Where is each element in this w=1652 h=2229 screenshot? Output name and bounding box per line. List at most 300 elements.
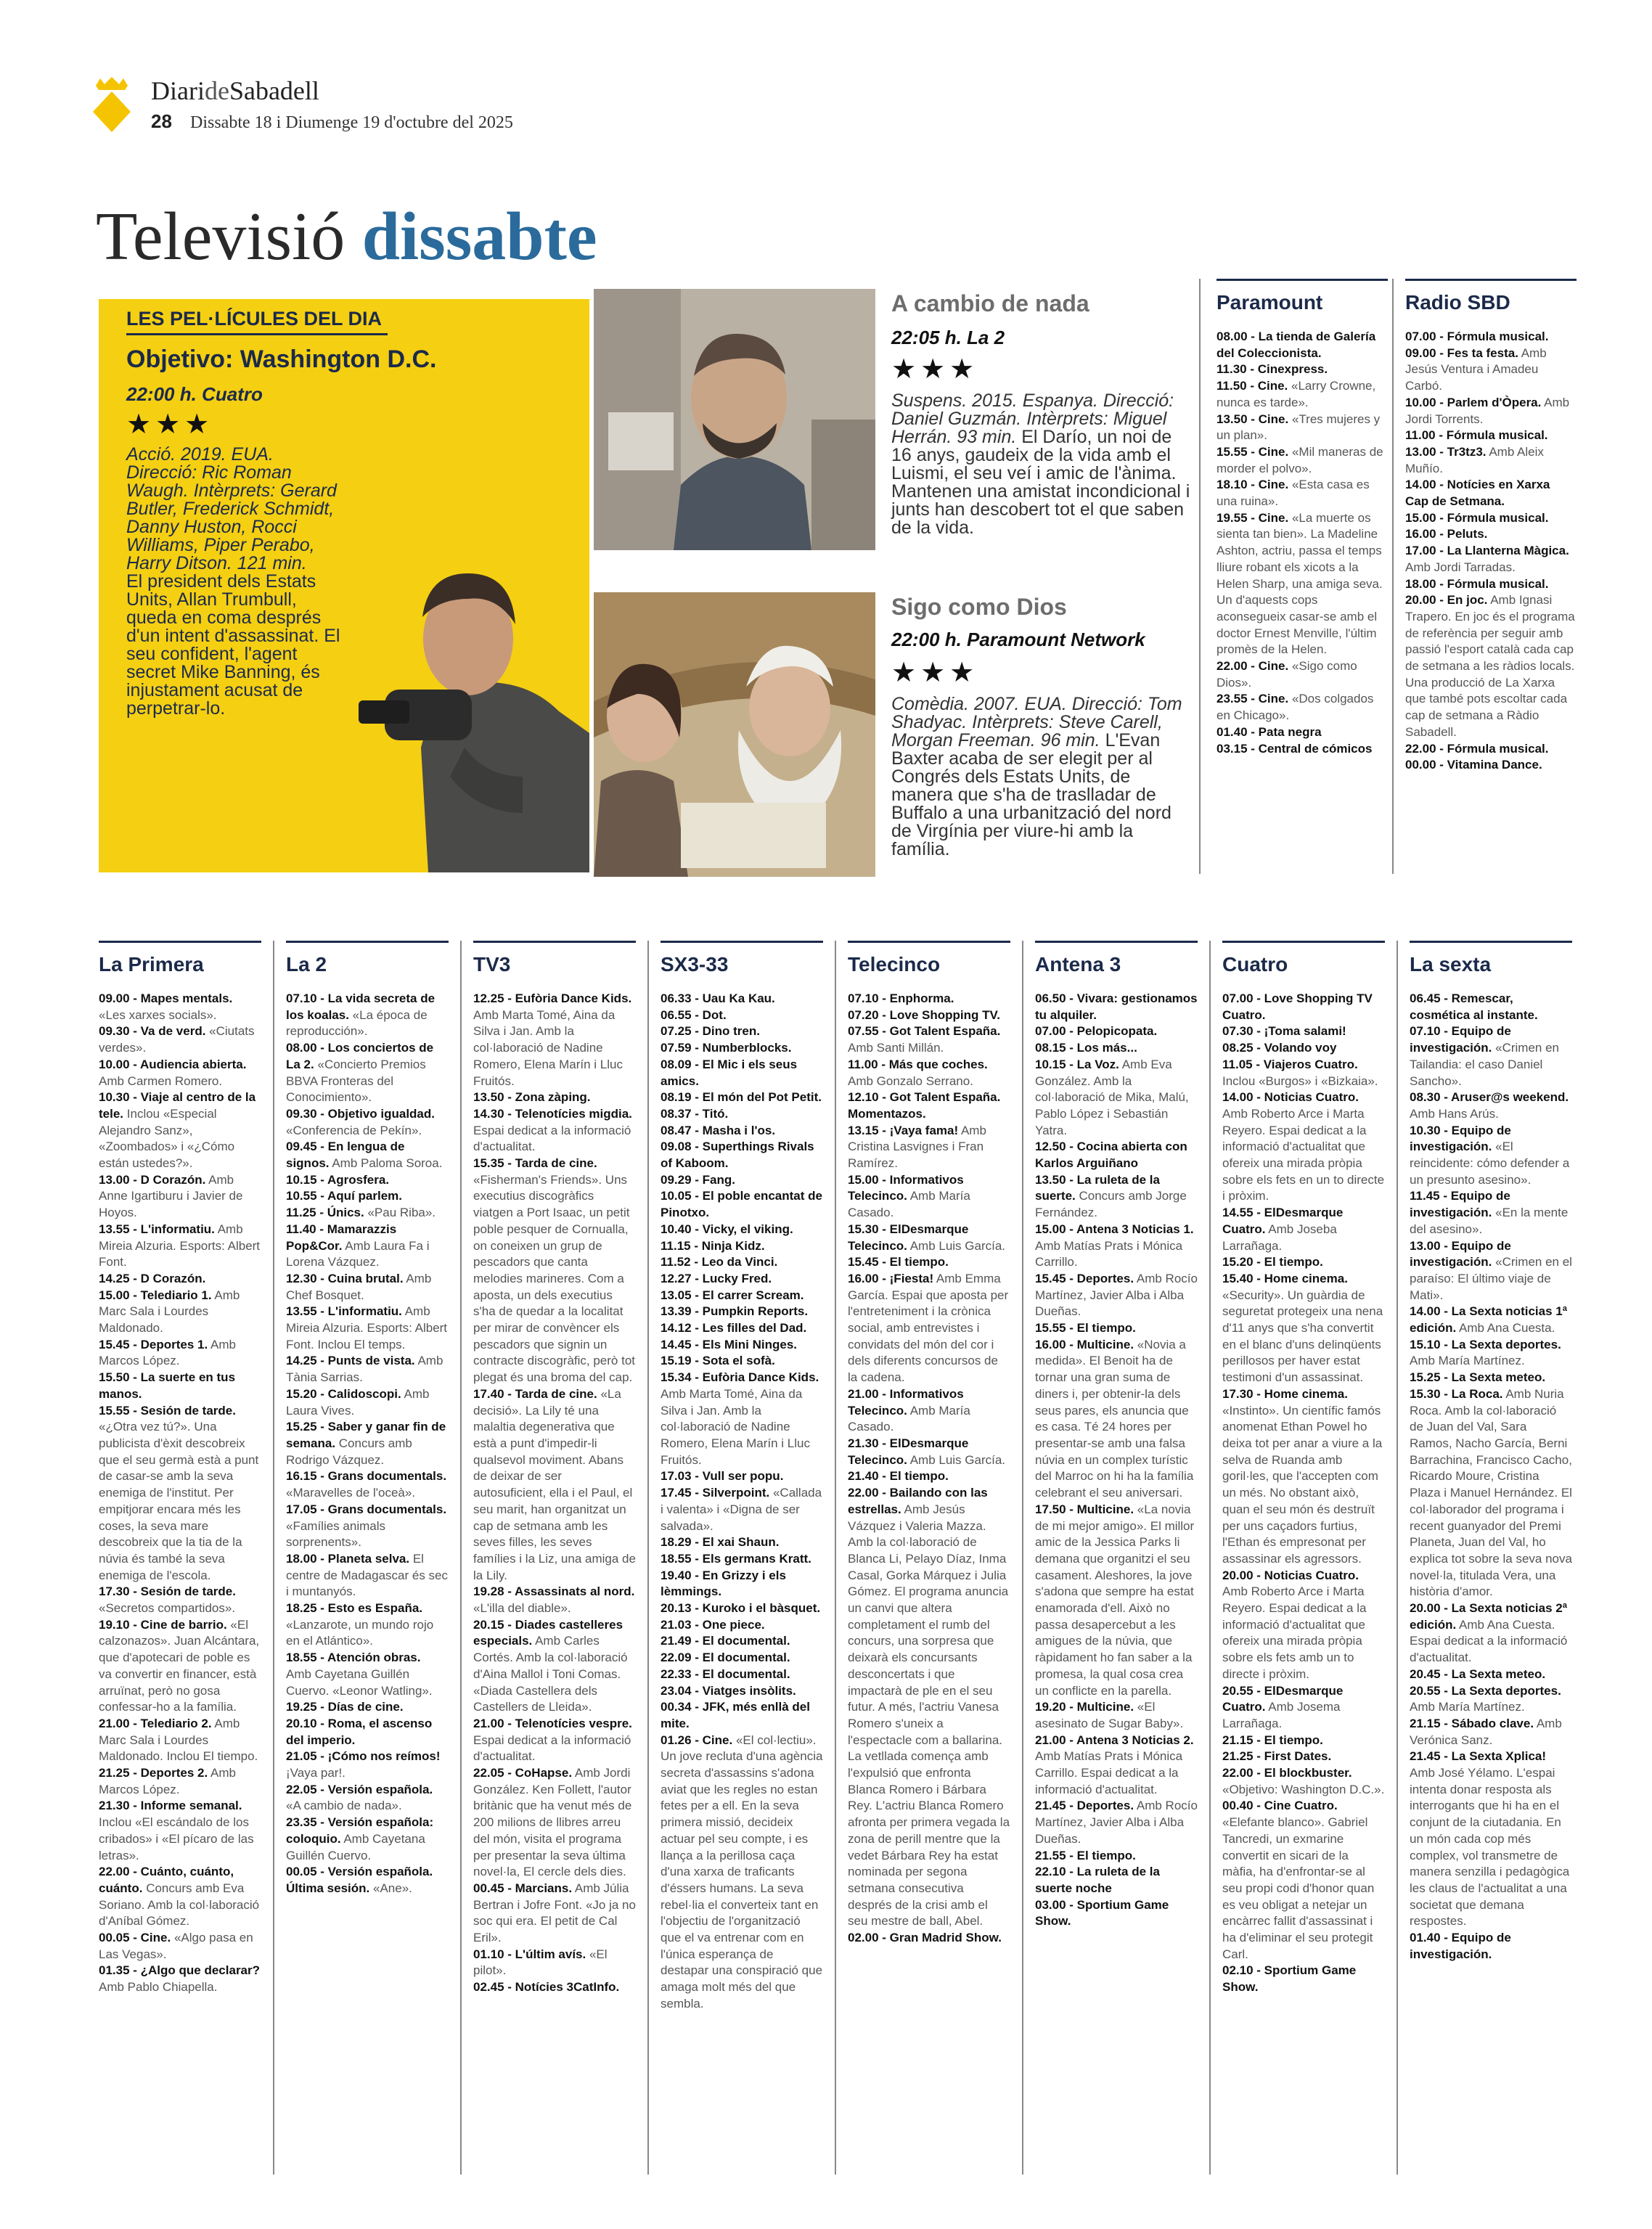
schedule-item <box>1216 658 1388 691</box>
schedule-item <box>848 1089 1010 1122</box>
schedule-item <box>1405 543 1577 576</box>
programme-description: Espai dedicat a la informació d'actualitat. <box>473 1733 631 1764</box>
programme-title: 02.10 - Sportium Game Show. <box>1222 1963 1357 1995</box>
programme-description: «Lanzarote, un mundo rojo en el Atlántico». <box>286 1617 434 1648</box>
programme-description: Amb María Casado. <box>848 1189 970 1220</box>
programme-title: 15.00 - Fórmula musical. <box>1405 510 1549 525</box>
programme-title: 02.45 - Notícies 3CatInfo. <box>473 1980 620 1995</box>
programme-title: 15.55 - Cine. <box>1216 444 1289 459</box>
schedule-item <box>661 1222 823 1238</box>
film-synopsis: El Darío, un noi de 16 anys, gaudeix de la vida amb el Luismi, el seu veí i amic de l'ànima. Mantenen una amistat incondicional i junts han descobert tot el que saben de la vida. <box>891 427 1190 538</box>
programme-title: 12.10 - Got Talent España. Momentazos. <box>848 1090 1001 1121</box>
programme-title: 15.19 - Sota el sofà. <box>661 1354 775 1368</box>
schedule-item <box>473 1584 636 1616</box>
programme-title: 18.25 - Esto es España. <box>286 1601 423 1616</box>
film-rating-stars: ★★★ <box>891 658 979 688</box>
schedule-item <box>1222 1057 1385 1089</box>
schedule-item <box>661 1057 823 1089</box>
schedule-item <box>1405 576 1577 593</box>
schedule-item <box>473 1089 636 1106</box>
programme-description: «Elefante blanco». Gabriel Tancredi, un exmarine convertit en sicari de la màfia, ha d'enfrontar-se al seu propi codi d'honor quan es veu obligat a netejar un encàrrec fallit d'assassinat i ha d'eliminar el seu protegit Carl. <box>1222 1815 1375 1961</box>
schedule-item <box>1035 1040 1198 1057</box>
schedule-item <box>1222 1963 1385 1995</box>
schedule-item <box>848 1057 1010 1089</box>
schedule-item <box>1216 361 1388 378</box>
schedule-item <box>1222 1040 1385 1057</box>
schedule-item <box>1410 1370 1572 1386</box>
schedule-item <box>1405 757 1577 774</box>
programme-description: Amb Carmen Romero. <box>99 1073 223 1088</box>
programme-title: 11.00 - Fórmula musical. <box>1405 428 1548 443</box>
film-synopsis: L'Evan Baxter acaba de ser elegit per al Congrés dels Estats Units, de manera que s'ha de traslladar de Buffalo a una urbanització del nord de Virgínia per viure-hi amb la família. <box>891 730 1171 859</box>
schedule-item <box>1035 1320 1198 1337</box>
schedule-list <box>473 991 636 1996</box>
programme-title: 01.35 - ¿Algo que declarar? <box>99 1963 261 1978</box>
column-divider <box>460 941 462 2175</box>
schedule-item <box>1405 510 1577 527</box>
schedule-item <box>286 1468 449 1501</box>
programme-title: 13.55 - L'informatiu. <box>99 1222 215 1236</box>
schedule-item <box>1222 1386 1385 1568</box>
channel-column-paramount <box>1216 279 1388 757</box>
schedule-list <box>848 991 1010 1947</box>
schedule-item <box>661 1617 823 1634</box>
programme-description: Amb Roberto Arce i Marta Reyero. Espai dedicat a la informació d'actualitat que ofereix una mirada pròpia sobre els fets amb un to directe i pròxim. <box>1222 1584 1367 1681</box>
schedule-item <box>1410 1337 1572 1370</box>
schedule-item <box>99 1403 261 1584</box>
schedule-item <box>661 1106 823 1123</box>
schedule-item <box>1405 477 1577 510</box>
schedule-item <box>286 1188 449 1205</box>
programme-title: 21.49 - El documental. <box>661 1634 790 1648</box>
schedule-item <box>1222 1271 1385 1386</box>
programme-title: 00.45 - Marcians. <box>473 1881 573 1895</box>
programme-description: «Maravelles de l'oceà». <box>286 1486 416 1500</box>
schedule-item <box>661 1188 823 1221</box>
programme-title: 15.40 - Home cinema. <box>1222 1271 1348 1285</box>
programme-title: 14.25 - D Corazón. <box>99 1271 206 1285</box>
programme-title: 13.00 - Tr3tz3. <box>1405 444 1487 459</box>
programme-description: Amb María Casado. <box>848 1403 970 1434</box>
section-title-main: Televisió <box>96 199 345 274</box>
schedule-item <box>1405 444 1577 477</box>
schedule-item <box>473 1156 636 1386</box>
schedule-item <box>99 1798 261 1864</box>
programme-title: 11.40 - Mamarazzis Pop&Cor. <box>286 1222 397 1253</box>
film-description <box>891 392 1190 537</box>
programme-title: 07.20 - Love Shopping TV. <box>848 1007 1001 1022</box>
programme-title: 19.55 - Cine. <box>1216 510 1289 525</box>
schedule-item <box>848 1007 1010 1024</box>
programme-description: «Algo pasa en Las Vegas». <box>99 1931 253 1961</box>
programme-description: «Larry Crowne, nunca es tarde». <box>1216 379 1376 409</box>
schedule-item <box>661 1650 823 1666</box>
schedule-item <box>286 1815 449 1864</box>
programme-title: 22.10 - La ruleta de la suerte noche <box>1035 1865 1160 1895</box>
schedule-item <box>661 1551 823 1568</box>
programme-description: «Esta casa es una ruina». <box>1216 478 1370 509</box>
programme-title: 22.00 - Fórmula musical. <box>1405 741 1549 756</box>
programme-title: 07.55 - Got Talent España. <box>848 1024 1001 1039</box>
film-title: Sigo como Dios <box>891 594 1067 620</box>
programme-title: 10.40 - Vicky, el viking. <box>661 1222 793 1236</box>
programme-description: Amb Laura Vives. <box>286 1386 430 1418</box>
schedule-item <box>1410 991 1572 1023</box>
film-description <box>891 695 1190 859</box>
programme-title: 14.00 - Notícies en Xarxa Cap de Setmana. <box>1405 478 1550 509</box>
programme-title: 21.40 - El tiempo. <box>848 1469 949 1484</box>
column-divider <box>1209 941 1211 2175</box>
schedule-item <box>473 1947 636 1979</box>
schedule-item <box>1410 1930 1572 1963</box>
schedule-item <box>661 1353 823 1370</box>
programme-title: 08.19 - El món del Pot Petit. <box>661 1090 822 1105</box>
programme-description: «El reincidente: cómo defender a un presunto asesino». <box>1410 1140 1570 1187</box>
column-divider <box>1392 279 1394 874</box>
programme-title: 21.30 - ElDesmarque Telecinco. <box>848 1436 969 1467</box>
schedule-item <box>848 1468 1010 1485</box>
programme-description: El centre de Madagascar és sec i muntanyós. <box>286 1551 449 1599</box>
schedule-item <box>1410 1386 1572 1600</box>
programme-description: Amb Aleix Muñío. <box>1405 444 1544 475</box>
film-photo-bearded-man <box>594 592 875 877</box>
programme-title: 06.50 - Vivara: gestionamos tu alquiler. <box>1035 991 1198 1022</box>
programme-title: 21.25 - First Dates. <box>1222 1749 1332 1764</box>
schedule-item <box>473 1765 636 1881</box>
programme-title: 14.45 - Els Mini Ninges. <box>661 1337 798 1351</box>
programme-title: 07.30 - ¡Toma salami! <box>1222 1024 1346 1039</box>
programme-title: 00.40 - Cine Cuatro. <box>1222 1799 1338 1813</box>
programme-description: «La muerte os sienta tan bien». La Madeline Ashton, actriu, passa el temps lliure robant els xicots a la Helen Sharp, una amiga seva. Un d'aquests cops aconsegueix casar-se amb el doctor Ernest Menville, l'últim promès de la Helen. <box>1216 510 1383 657</box>
programme-title: 18.55 - Atención obras. <box>286 1651 421 1665</box>
programme-title: 19.25 - Días de cine. <box>286 1700 404 1714</box>
schedule-item <box>661 1699 823 1732</box>
schedule-item <box>661 1238 823 1255</box>
programme-description: «Instinto». Un científic famós anomenat Ethan Powel ho deixa tot per anar a viure a la selva de Ruanda amb goril·les, que l'accepten com un més. No obstant això, quan el seu món és destruït per uns caçadors furtius, l'Ethan és empresonat per assassinar els agressors. <box>1222 1403 1383 1566</box>
schedule-item <box>1035 1222 1198 1271</box>
programme-description: «Sigo como Dios». <box>1216 659 1357 690</box>
programme-title: 22.00 - El blockbuster. <box>1222 1766 1352 1780</box>
channel-name: La Primera <box>99 941 261 981</box>
schedule-item <box>661 1370 823 1468</box>
schedule-item <box>661 1337 823 1354</box>
channel-column <box>1222 941 1385 1996</box>
programme-description: «Conferencia de Pekín». <box>286 1123 422 1137</box>
programme-title: 15.45 - Deportes 1. <box>99 1337 208 1351</box>
programme-title: 17.03 - Vull ser popu. <box>661 1469 784 1484</box>
programme-description: Amb Nuria Roca. Amb la col·laboració de Juan del Val, Sara Ramos, Nacho García, Berni Barrachina, Francisco Cacho, Ricardo Moure, Cristina Plaza i Manuel Hernández. El col·laborador del programa i recent guanyador del Premi Planeta, Juan del Val, ho explica tot sobre la seva nova novel·la, titulada Vera, una història d'amor. <box>1410 1386 1572 1599</box>
programme-description: «Secretos compartidos». <box>99 1601 236 1616</box>
schedule-list <box>1410 991 1572 1963</box>
programme-description: Amb Roberto Arce i Marta Reyero. Espai dedicat a la informació d'actualitat que ofereix una mirada pròpia sobre els fets en un to directe i pròxim. <box>1222 1106 1385 1203</box>
programme-title: 22.05 - CoHapse. <box>473 1766 573 1780</box>
programme-title: 10.15 - La Voz. <box>1035 1057 1119 1071</box>
channel-name: La sexta <box>1410 941 1572 981</box>
schedule-item <box>1410 1749 1572 1930</box>
programme-title: 14.25 - Punts de vista. <box>286 1354 415 1368</box>
programme-title: 17.50 - Multicine. <box>1035 1502 1134 1516</box>
programme-title: 10.30 - Viaje al centro de la tele. <box>99 1090 256 1121</box>
schedule-item <box>1410 1238 1572 1304</box>
programme-title: 21.03 - One piece. <box>661 1617 765 1632</box>
programme-description: «En la mente del asesino». <box>1410 1206 1569 1236</box>
schedule-list <box>1035 991 1198 1930</box>
programme-title: 16.00 - ¡Fiesta! <box>848 1271 934 1285</box>
programme-description: «El calzonazos». Juan Alcántara, que d'apotecari de poble es va convertir en financer, està arruïnat, però no gosa confessar-ho a la família. <box>99 1617 260 1714</box>
schedule-item <box>99 1617 261 1716</box>
programme-title: 07.00 - Pelopicopata. <box>1035 1024 1158 1039</box>
schedule-item <box>848 1436 1010 1468</box>
programme-title: 15.25 - La Sexta meteo. <box>1410 1370 1546 1385</box>
programme-title: 21.00 - Informativos Telecinco. <box>848 1386 964 1418</box>
programme-title: 13.50 - Zona zàping. <box>473 1090 591 1105</box>
programme-title: 18.00 - Fórmula musical. <box>1405 576 1549 591</box>
programme-title: 09.29 - Fang. <box>661 1172 735 1187</box>
schedule-item <box>1035 1172 1198 1222</box>
schedule-item <box>848 1172 1010 1222</box>
channel-column-radio-sbd <box>1405 279 1577 774</box>
programme-title: 21.00 - Telenotícies vespre. <box>473 1716 632 1730</box>
schedule-item <box>286 1782 449 1815</box>
programme-description: Amb Marcos López. <box>99 1337 237 1368</box>
column-divider <box>1397 941 1398 2175</box>
programme-title: 12.27 - Lucky Fred. <box>661 1271 772 1285</box>
programme-description: Amb Júlia Bertran i Jofre Font. «Jo ja no soc qui era. El petit de Cal Eril». <box>473 1881 636 1945</box>
schedule-item <box>99 1023 261 1056</box>
newspaper-logo-icon <box>90 75 134 134</box>
programme-title: 07.10 - La vida secreta de los koalas. <box>286 991 436 1022</box>
programme-title: 11.30 - Cinexpress. <box>1216 362 1328 377</box>
programme-title: 20.55 - La Sexta deportes. <box>1410 1683 1561 1698</box>
programme-description: Amb Gonzalo Serrano. <box>848 1073 973 1088</box>
schedule-item <box>1216 444 1388 477</box>
programme-description: Amb Chef Bosquet. <box>286 1271 432 1302</box>
schedule-item <box>1410 1304 1572 1336</box>
programme-title: 08.15 - Los más... <box>1035 1041 1137 1055</box>
schedule-item <box>1410 1683 1572 1716</box>
programme-title: 08.25 - Volando voy <box>1222 1041 1337 1055</box>
programme-title: 17.45 - Silverpoint. <box>661 1486 770 1500</box>
column-divider <box>647 941 649 2175</box>
schedule-list <box>661 991 823 2013</box>
programme-title: 18.10 - Cine. <box>1216 478 1289 492</box>
programme-title: 12.50 - Cocina abierta con Karlos Arguiñano <box>1035 1140 1187 1171</box>
schedule-item <box>661 1304 823 1320</box>
programme-description: Amb Rocío Martínez, Javier Alba i Alba Dueñas. <box>1035 1799 1198 1846</box>
programme-title: 06.33 - Uau Ka Kau. <box>661 991 775 1005</box>
channel-column <box>661 941 823 2013</box>
schedule-item <box>99 1765 261 1798</box>
programme-description: «Concierto Premios BBVA Fronteras del Conocimiento». <box>286 1057 426 1105</box>
schedule-item <box>661 1468 823 1485</box>
programme-title: 10.15 - Agrosfera. <box>286 1172 390 1187</box>
programme-title: 07.59 - Numberblocks. <box>661 1041 792 1055</box>
programme-title: 03.15 - Central de cómicos <box>1216 741 1373 756</box>
programme-title: 07.25 - Dino tren. <box>661 1024 760 1039</box>
programme-title: 20.13 - Kuroko i el bàsquet. <box>661 1601 821 1616</box>
channel-name: Cuatro <box>1222 941 1385 981</box>
programme-description: Amb Ana Cuesta. <box>1459 1321 1555 1336</box>
schedule-list <box>1216 329 1388 757</box>
programme-description: Amb Anne Igartiburu i Javier de Hoyos. <box>99 1172 243 1220</box>
programme-title: 10.00 - Parlem d'Òpera. <box>1405 395 1542 409</box>
programme-description: «L'illa del diable». <box>473 1601 571 1616</box>
programme-title: 08.00 - La tienda de Galería del Coleccionista. <box>1216 330 1376 360</box>
programme-title: 15.00 - Telediario 1. <box>99 1288 212 1302</box>
programme-description: «El asesinato de Sugar Baby». <box>1035 1700 1184 1730</box>
schedule-item <box>848 1930 1010 1947</box>
programme-title: 21.30 - Informe semanal. <box>99 1799 242 1813</box>
schedule-item <box>848 1485 1010 1930</box>
schedule-item <box>1222 1749 1385 1765</box>
programme-title: 09.30 - Va de verd. <box>99 1024 206 1039</box>
schedule-item <box>1035 1733 1198 1799</box>
programme-description: «Crimen en el paraíso: El último viaje de Mati». <box>1410 1255 1572 1302</box>
page-number: 28 <box>151 110 172 132</box>
schedule-item <box>661 1007 823 1024</box>
channel-name: Radio SBD <box>1405 279 1577 319</box>
programme-title: 20.00 - En joc. <box>1405 593 1488 608</box>
channel-name: TV3 <box>473 941 636 981</box>
programme-description: «Objetivo: Washington D.C.». <box>1222 1782 1385 1796</box>
programme-title: 17.05 - Grans documentals. <box>286 1502 447 1516</box>
schedule-item <box>1405 345 1577 395</box>
schedule-item <box>1410 1666 1572 1683</box>
schedule-item <box>1222 1205 1385 1254</box>
programme-title: 22.33 - El documental. <box>661 1666 790 1681</box>
programme-title: 15.55 - El tiempo. <box>1035 1321 1136 1336</box>
programme-description: «Ane». <box>373 1881 412 1895</box>
programme-title: 15.34 - Eufòria Dance Kids. <box>661 1370 819 1385</box>
schedule-item <box>286 1222 449 1271</box>
programme-description: Amb María Martínez. <box>1410 1354 1525 1368</box>
programme-description: Inclou «Especial Alejandro Sanz», «Zoombados» i «¿Cómo están ustedes?». <box>99 1106 235 1171</box>
schedule-item <box>286 1139 449 1171</box>
programme-description: «Pau Riba». <box>367 1206 436 1220</box>
schedule-item <box>473 1716 636 1765</box>
channel-name: La 2 <box>286 941 449 981</box>
programme-title: 15.20 - El tiempo. <box>1222 1255 1323 1269</box>
schedule-item <box>473 1617 636 1716</box>
schedule-item <box>1222 991 1385 1023</box>
schedule-item <box>1216 741 1388 758</box>
programme-title: 15.45 - Deportes. <box>1035 1271 1134 1285</box>
schedule-list <box>286 991 449 1897</box>
schedule-item <box>661 1089 823 1106</box>
schedule-item <box>1035 1057 1198 1140</box>
programme-title: 22.00 - Cuánto, cuánto, cuánto. <box>99 1865 234 1895</box>
schedule-item <box>661 1666 823 1683</box>
schedule-item <box>99 1864 261 1930</box>
programme-description: Espai dedicat a la informació d'actualitat. <box>473 1123 631 1154</box>
schedule-item <box>1035 1139 1198 1171</box>
programme-title: 14.55 - ElDesmarque Cuatro. <box>1222 1206 1344 1236</box>
programme-title: 17.40 - Tarda de cine. <box>473 1386 597 1401</box>
programme-description: Inclou «Burgos» i «Bizkaia». <box>1222 1073 1378 1088</box>
programme-title: 15.30 - La Roca. <box>1410 1386 1503 1401</box>
programme-title: 13.00 - D Corazón. <box>99 1172 206 1187</box>
schedule-item <box>1035 991 1198 1023</box>
schedule-item <box>848 1271 1010 1386</box>
schedule-item <box>1035 1337 1198 1502</box>
programme-description: Amb Marc Sala i Lourdes Maldonado. <box>99 1288 240 1336</box>
programme-description: Amb Laura Fa i Lorena Vázquez. <box>286 1238 430 1269</box>
programme-title: 13.55 - L'informatiu. <box>286 1304 402 1319</box>
schedule-item <box>1410 1023 1572 1089</box>
programme-description: Amb Cayetana Guillén Cuervo. <box>286 1831 425 1862</box>
channel-name: Paramount <box>1216 279 1388 319</box>
schedule-item <box>1216 378 1388 411</box>
schedule-item <box>1035 1502 1198 1699</box>
programme-title: 13.50 - Cine. <box>1216 412 1289 426</box>
programme-title: 10.00 - Audiencia abierta. <box>99 1057 247 1071</box>
programme-title: 10.05 - El poble encantat de Pinotxo. <box>661 1189 822 1220</box>
programme-description: Amb Jordi Torrents. <box>1405 395 1570 426</box>
schedule-item <box>99 1172 261 1222</box>
schedule-item <box>286 1551 449 1600</box>
programme-title: 11.25 - Únics. <box>286 1206 364 1220</box>
programme-title: 09.00 - Fes ta festa. <box>1405 345 1518 360</box>
brand-name: DiarideSabadell <box>151 76 319 105</box>
programme-title: 21.55 - El tiempo. <box>1035 1848 1136 1862</box>
schedule-item <box>1216 724 1388 741</box>
programme-description: «Fisherman's Friends». Uns executius discogràfics viatgen a Port Isaac, un petit poble pesquer de Cornualla, on coneixen un grup de pescadors que canta melodies marineres. Com a aposta, un dels executius s'ha de quedar a la localitat per mirar de convèncer els pescadors que signin un contracte discogràfic, però tot plegat és una broma del cap. <box>473 1172 636 1385</box>
schedule-item <box>661 1320 823 1337</box>
schedule-item <box>286 1205 449 1222</box>
schedule-item <box>1222 1683 1385 1733</box>
programme-title: 13.50 - La ruleta de la suerte. <box>1035 1172 1160 1203</box>
film-photo-gunman <box>341 472 589 872</box>
programme-description: Amb Rocío Martínez, Javier Alba i Alba Dueñas. <box>1035 1271 1198 1319</box>
schedule-item <box>661 1271 823 1288</box>
programme-title: 11.50 - Cine. <box>1216 379 1288 393</box>
schedule-item <box>1222 1798 1385 1963</box>
programme-description: «Novia a medida». El Benoit ha de tornar una gran suma de diners i, per obtenir-la dels seus pares, els anuncia que es casa. Té 24 hores per presentar-se amb una falsa núvia en un complex turístic del Marroc on hi ha la família celebrant el seu aniversari. <box>1035 1337 1194 1500</box>
programme-description: Amb José Yélamo. L'espai intenta donar resposta als interrogants que hi ha en el conjunt de la ciutadania. En un món cada cop més complex, vol transmetre de manera senzilla i pedagògica les claus de l'actualitat a una societat que demana respostes. <box>1410 1766 1570 1929</box>
channel-column <box>286 941 449 1897</box>
issue-date: Dissabte 18 i Diumenge 19 d'octubre del 2025 <box>190 113 513 132</box>
schedule-item <box>99 1288 261 1337</box>
programme-title: 11.52 - Leo da Vinci. <box>661 1255 778 1269</box>
programme-title: 20.15 - Diades castelleres especials. <box>473 1617 623 1648</box>
schedule-item <box>661 1139 823 1171</box>
programme-description: «La decisió». La Lily té una malaltia degenerativa que està a punt d'impedir-li qualsevol moviment. Abans de deixar de ser autosuficient, ella i el Paul, el seu marit, han organitzat un cap de setmana amb les seves filles, les seves famílies i la Liz, una amiga de la Lily. <box>473 1386 636 1582</box>
column-divider <box>1199 279 1201 874</box>
schedule-item <box>1405 428 1577 444</box>
programme-title: 21.05 - ¡Cómo nos reímos! <box>286 1749 441 1764</box>
schedule-item <box>99 1716 261 1765</box>
film-time: 22:05 h. La 2 <box>891 327 1005 348</box>
programme-title: 15.00 - Informativos Telecinco. <box>848 1172 964 1203</box>
schedule-item <box>1216 691 1388 724</box>
schedule-item <box>1035 1798 1198 1847</box>
programme-description: Amb Matías Prats i Mónica Carrillo. <box>1035 1238 1183 1269</box>
programme-description: Amb Ignasi Trapero. En joc és el programa de referència per seguir amb passió l'esport català cada cap de setmana a les ràdios locals. Una producció de La Xarxa que també pots escoltar cada cap de setmana a Ràdio Sabadell. <box>1405 593 1575 739</box>
programme-title: 21.00 - Telediario 2. <box>99 1716 212 1730</box>
channel-name: Telecinco <box>848 941 1010 981</box>
programme-title: 13.00 - Equipo de investigación. <box>1410 1238 1511 1269</box>
programme-description: Concurs amb Rodrigo Vázquez. <box>286 1436 412 1467</box>
programme-title: 22.05 - Versión española. <box>286 1782 433 1796</box>
programme-title: 00.05 - Cine. <box>99 1931 171 1945</box>
programme-description: Amb Josema Larrañaga. <box>1222 1700 1341 1730</box>
programme-description: Inclou «El escándalo de los cribados» i «El pícaro de las letras». <box>99 1815 254 1862</box>
programme-title: 11.00 - Más que coches. <box>848 1057 988 1071</box>
schedule-item <box>99 1057 261 1089</box>
programme-title: 15.30 - ElDesmarque Telecinco. <box>848 1222 969 1253</box>
programme-description: Amb María Martínez. <box>1410 1700 1525 1714</box>
programme-description: «La novia de mi mejor amigo». El millor amic de la Jessica Parks li demana que organitzi el seu casament. Aleshores, la jove s'adona que sempre ha estat enamorada d'ell. Això no passa desapercebut a les amigues de la núvia, que ràpidament ho fan saber a la promesa, la qual cosa crea un conflicte en la parella. <box>1035 1502 1195 1698</box>
